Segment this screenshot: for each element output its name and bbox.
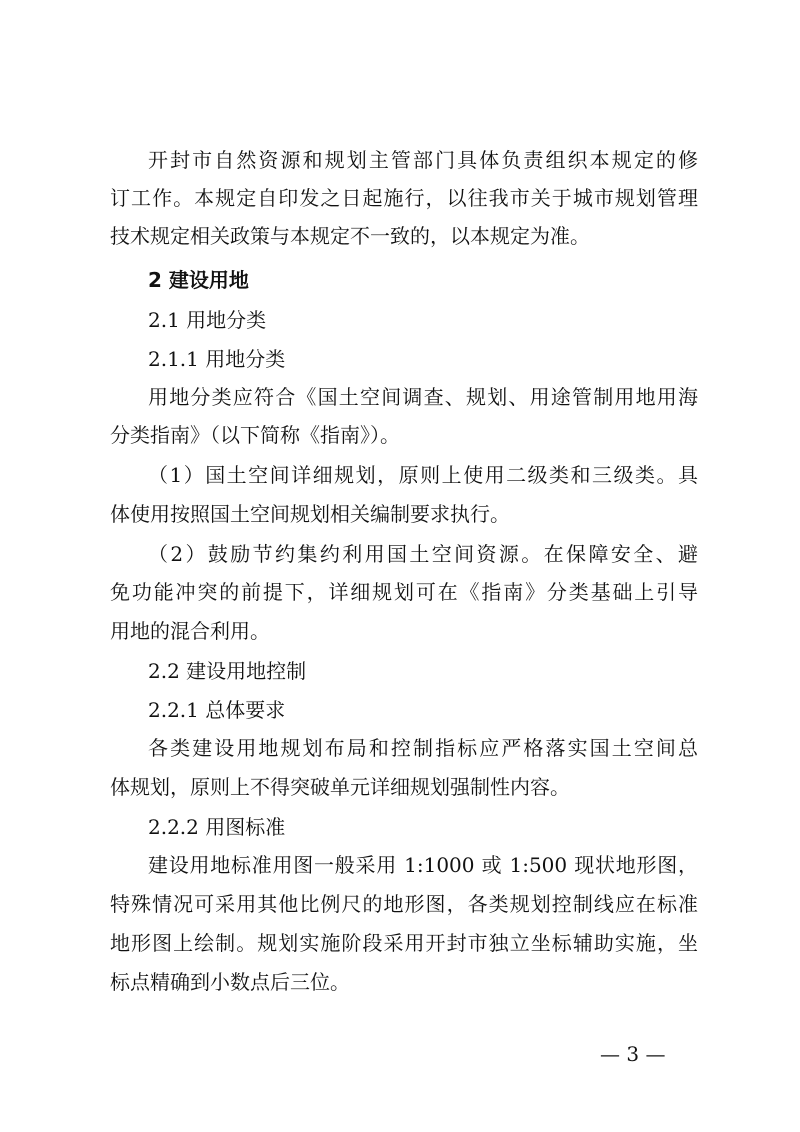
paragraph-line: 标点精确到小数点后三位。 xyxy=(110,970,350,994)
paragraph-line: 开封市自然资源和规划主管部门具体负责组织本规定的修 xyxy=(148,148,698,172)
paragraph-line: 体规划，原则上不得突破单元详细规划强制性内容。 xyxy=(110,775,570,799)
paragraph-line: 技术规定相关政策与本规定不一致的，以本规定为准。 xyxy=(110,224,590,248)
paragraph-line: （2）鼓励节约集约利用国土空间资源。在保障安全、避 xyxy=(148,542,698,566)
paragraph-line: 订工作。本规定自印发之日起施行，以往我市关于城市规划管理 xyxy=(110,186,698,210)
paragraph-line: 建设用地标准用图一般采用 1:1000 或 1:500 现状地形图， xyxy=(148,853,698,877)
subsection-heading: 2.2 建设用地控制 xyxy=(148,659,307,683)
paragraph-line: 免功能冲突的前提下，详细规划可在《指南》分类基础上引导 xyxy=(110,580,698,604)
paragraph-line: 分类指南》（以下简称《指南》）。 xyxy=(110,423,400,447)
paragraph-line: 用地分类应符合《国土空间调查、规划、用途管制用地用海 xyxy=(148,385,698,409)
paragraph-line: 特殊情况可采用其他比例尺的地形图，各类规划控制线应在标准 xyxy=(110,892,698,916)
page-number: — 3 — xyxy=(600,1042,666,1066)
paragraph-line: 地形图上绘制。规划实施阶段采用开封市独立坐标辅助实施，坐 xyxy=(110,931,698,955)
paragraph-line: 用地的混合利用。 xyxy=(110,619,270,643)
subsection-heading: 2.1 用地分类 xyxy=(148,308,267,332)
subsubsection-heading: 2.2.1 总体要求 xyxy=(148,698,286,722)
subsubsection-heading: 2.1.1 用地分类 xyxy=(148,347,286,371)
paragraph-line: 各类建设用地规划布局和控制指标应严格落实国土空间总 xyxy=(148,736,698,760)
section-heading: 2 建设用地 xyxy=(148,268,249,292)
subsubsection-heading: 2.2.2 用图标准 xyxy=(148,815,286,839)
paragraph-line: 体使用按照国土空间规划相关编制要求执行。 xyxy=(110,502,510,526)
paragraph-line: （1）国土空间详细规划，原则上使用二级类和三级类。具 xyxy=(148,463,698,487)
